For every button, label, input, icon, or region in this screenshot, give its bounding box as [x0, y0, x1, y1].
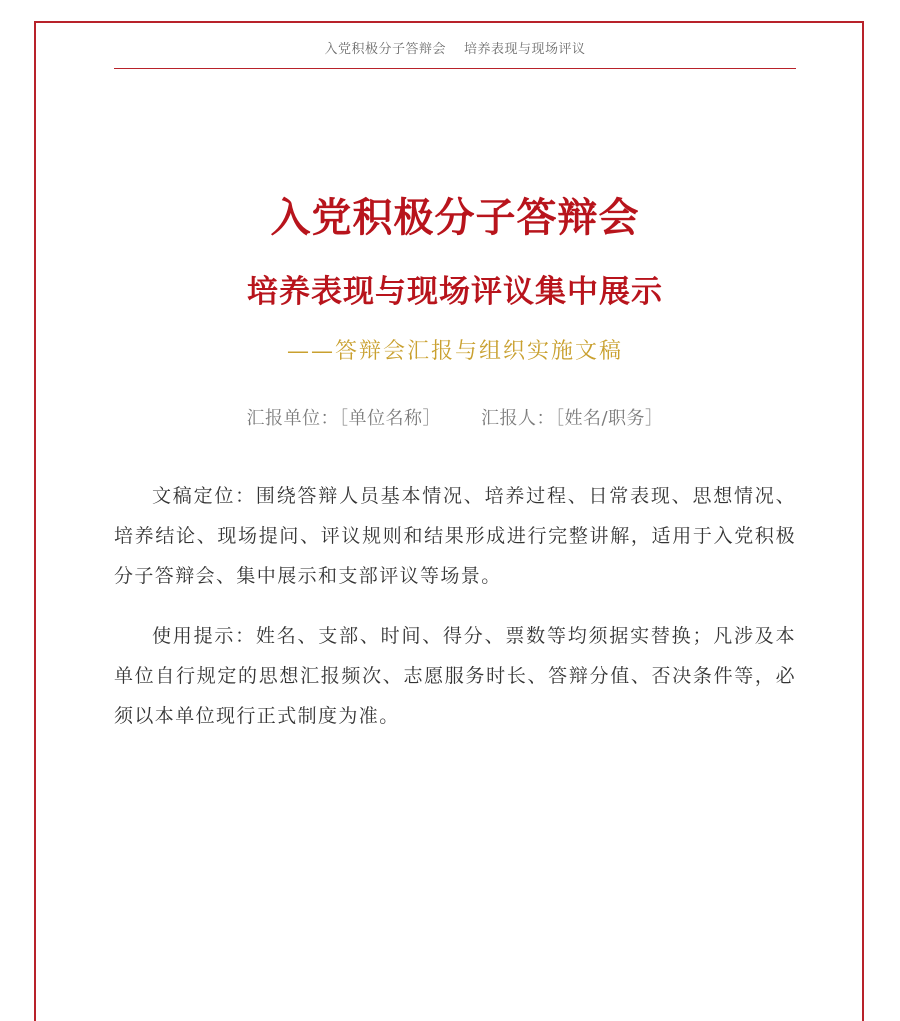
- header-rule: [114, 68, 796, 69]
- main-title: 入党积极分子答辩会: [270, 195, 640, 241]
- running-header-right: 培养表现与现场评议: [464, 42, 586, 57]
- positioning-paragraph: 文稿定位：围绕答辩人员基本情况、培养过程、日常表现、思想情况、培养结论、现场提问、评议规则和结果形成进行完整讲解，适用于入党积极分子答辩会、集中展示和支部评议等场景。: [114, 485, 796, 587]
- unit-label: 汇报单位：: [246, 408, 339, 429]
- doc-subtitle: ——答辩会汇报与组织实施文稿: [286, 339, 623, 364]
- unit-value: ［单位名称］: [338, 408, 441, 429]
- running-header: [114, 38, 796, 57]
- running-header-left: 入党积极分子答辩会: [324, 42, 446, 57]
- report-meta: [114, 404, 796, 430]
- sub-title: 培养表现与现场评议集中展示: [247, 274, 663, 310]
- reporter-label: 汇报人：: [480, 408, 555, 429]
- reporter-value: ［姓名/职务］: [554, 408, 664, 429]
- usage-tips-paragraph: 使用提示：姓名、支部、时间、得分、票数等均须据实替换；凡涉及本单位自行规定的思想汇报频次、志愿服务时长、答辩分值、否决条件等，必须以本单位现行正式制度为准。: [114, 625, 796, 727]
